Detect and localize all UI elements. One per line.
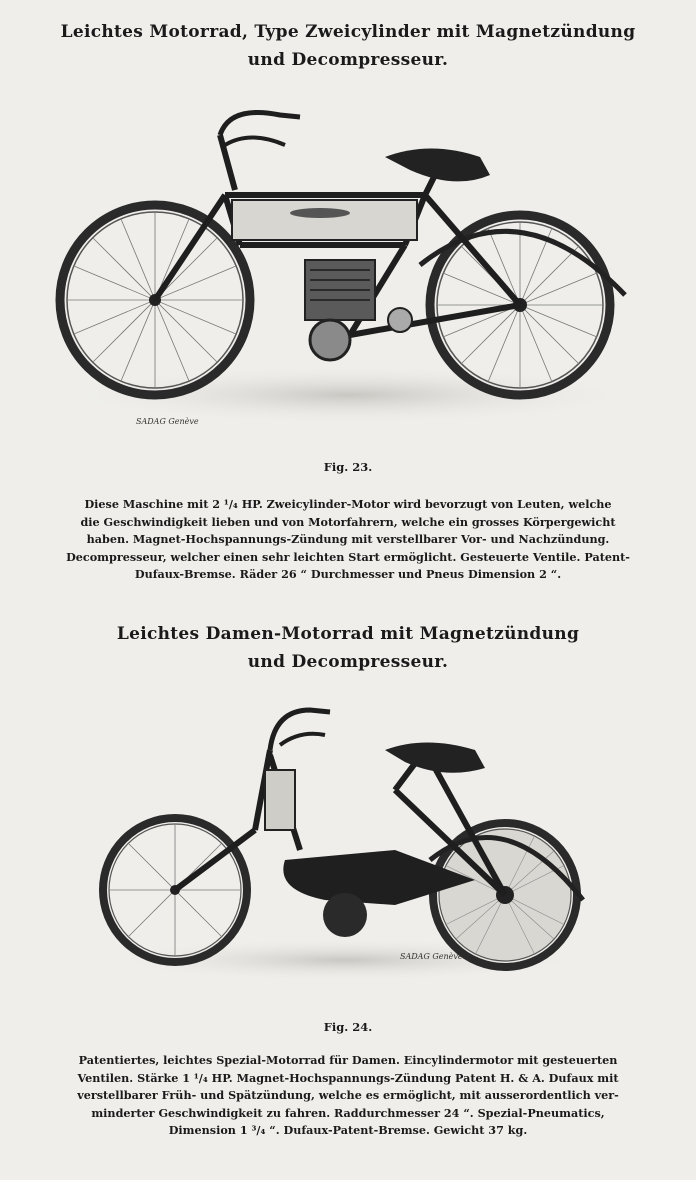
ladies-motorcycle-illustration bbox=[95, 690, 595, 985]
section1-title-line1: Leichtes Motorrad, Type Zweicylinder mit Magnetzündung bbox=[60, 22, 636, 42]
handlebar bbox=[220, 113, 300, 136]
handlebar bbox=[270, 710, 330, 750]
motorcycle-illustration bbox=[50, 95, 640, 435]
motorcycle-photo-fig23 bbox=[50, 95, 640, 435]
section2-desc-line: Patentiertes, leichtes Spezial-Motorrad für Damen. Eincylindermotor mit gesteuerten bbox=[78, 1053, 618, 1067]
section2-desc-line: minderter Geschwindigkeit zu fahren. Raddurchmesser 24 “. Spezial-Pneumatics, bbox=[91, 1105, 605, 1120]
engine-case bbox=[323, 893, 367, 937]
engine bbox=[305, 260, 412, 360]
section2-desc-line: Ventilen. Stärke 1 ¹/₄ HP. Magnet-Hochspannungs-Zündung Patent H. & A. Dufaux mit bbox=[77, 1070, 619, 1085]
section2-description bbox=[28, 1052, 668, 1140]
section1-title bbox=[0, 18, 696, 74]
photo-signature: SADAG Genève bbox=[136, 417, 199, 426]
section1-desc-line: Diese Maschine mit 2 ¹/₄ HP. Zweicylinder-Motor wird bevorzugt von Leuten, welche bbox=[84, 497, 612, 511]
saddle bbox=[385, 743, 485, 773]
section2-title-line2: und Decompresseur. bbox=[247, 652, 449, 672]
ladies-motorcycle-photo-fig24 bbox=[95, 690, 595, 985]
section1-desc-line: haben. Magnet-Hochspannungs-Zündung mit verstellbarer Vor- und Nachzündung. bbox=[86, 532, 610, 546]
figure-label-23: Fig. 23. bbox=[323, 460, 373, 474]
fuel-tank bbox=[265, 770, 295, 830]
saddle bbox=[385, 149, 490, 182]
photo-signature: SADAG Genève bbox=[400, 952, 463, 961]
figure-label-24: Fig. 24. bbox=[323, 1020, 373, 1034]
section1-desc-line: die Geschwindigkeit lieben und von Motorfahrern, welche ein grosses Körpergewicht bbox=[80, 514, 616, 529]
section2-desc-line: verstellbarer Früh- und Spätzündung, welche es ermöglicht, mit ausserordentlich ver- bbox=[77, 1088, 619, 1102]
section1-title-line2: und Decompresseur. bbox=[247, 50, 449, 70]
section1-desc-line: Dufaux-Bremse. Räder 26 “ Durchmesser und Pneus Dimension 2 “. bbox=[134, 567, 562, 581]
section1-description bbox=[28, 496, 668, 584]
fuel-tank bbox=[232, 200, 417, 240]
section2-title-line1: Leichtes Damen-Motorrad mit Magnetzündung bbox=[116, 624, 580, 644]
section1-desc-line: Decompresseur, welcher einen sehr leichten Start ermöglicht. Gesteuerte Ventile. Patent- bbox=[66, 549, 630, 564]
section2-title bbox=[0, 620, 696, 676]
rear-wheel bbox=[420, 215, 625, 395]
section2-desc-line: Dimension 1 ³/₄ “. Dufaux-Patent-Bremse. Gewicht 37 kg. bbox=[168, 1123, 528, 1137]
